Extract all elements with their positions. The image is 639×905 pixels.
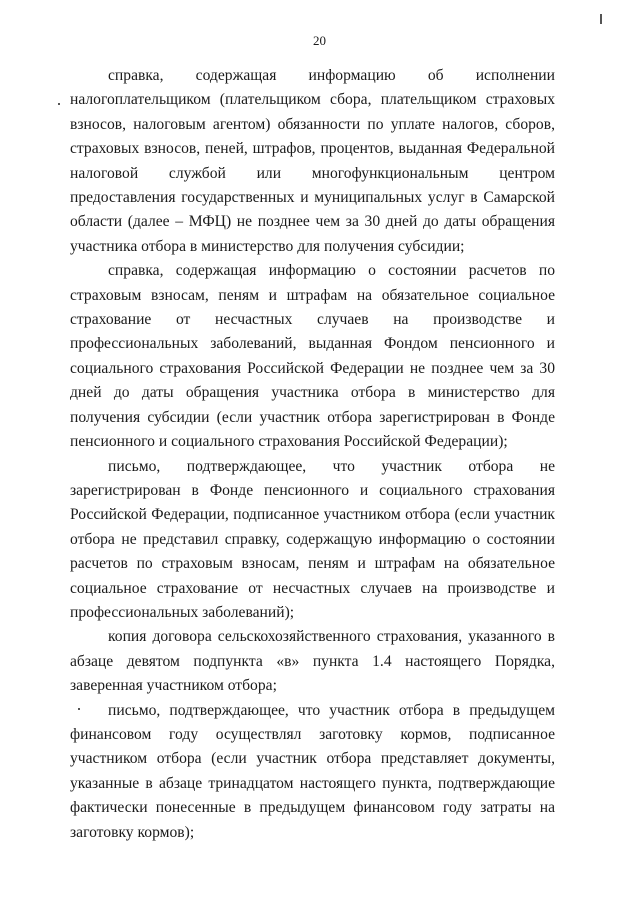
paragraph-fodder-letter: письмо, подтверждающее, что участник отбора в предыдущем финансовом году осуществлял заготовку кормов, подписанное участником отбора (если участник отбора представляет документы, указанные в абзаце тринадцатом настоящего пункта, подтверждающие фактически понесенные в предыдущем финансовом году затраты на заготовку кормов); <box>70 701 555 841</box>
page-number: 20 <box>313 33 326 48</box>
paragraph-not-registered-letter: письмо, подтверждающее, что участник отбора не зарегистрирован в Фонде пенсионного и социального страхования Российской Федерации, подписанное участником отбора (если участник отбора не представил справку, содержащую информацию о состоянии расчетов по страховым взносам, пеням и штрафам на обязательное социальное страхование от несчастных случаев на производстве и профессиональных заболеваний); <box>70 457 555 621</box>
paragraph-insurance-certificate: справка, содержащая информацию о состоянии расчетов по страховым взносам, пеням и штрафам на обязательное социальное страхование от несчастных случаев на производстве и профессиональных заболеваний, выданная Фондом пенсионного и социального страхования Российской Федерации не позднее чем за 30 дней до даты обращения участника отбора в министерство для получения субсидии (если участник отбора зарегистрирован в Фонде пенсионного и социального страхования Российской Федерации); <box>70 262 555 451</box>
document-body <box>70 64 555 845</box>
scan-artifact <box>600 14 602 24</box>
scan-artifact <box>58 103 60 105</box>
paragraph-insurance-contract-copy: копия договора сельскохозяйственного страхования, указанного в абзаце девятом подпункта «в» пункта 1.4 настоящего Порядка, заверенная участником отбора; <box>70 628 555 695</box>
paragraph-tax-certificate: справка, содержащая информацию об исполнении налогоплательщиком (плательщиком сбора, плательщиком страховых взносов, налоговым агентом) обязанности по уплате налогов, сборов, страховых взносов, пеней, штрафов, процентов, выданная Федеральной налоговой службой или многофункциональным центром предоставления государственных и муниципальных услуг в Самарской области (далее – МФЦ) не позднее чем за 30 дней до даты обращения участника отбора в министерство для получения субсидии; <box>70 67 555 255</box>
